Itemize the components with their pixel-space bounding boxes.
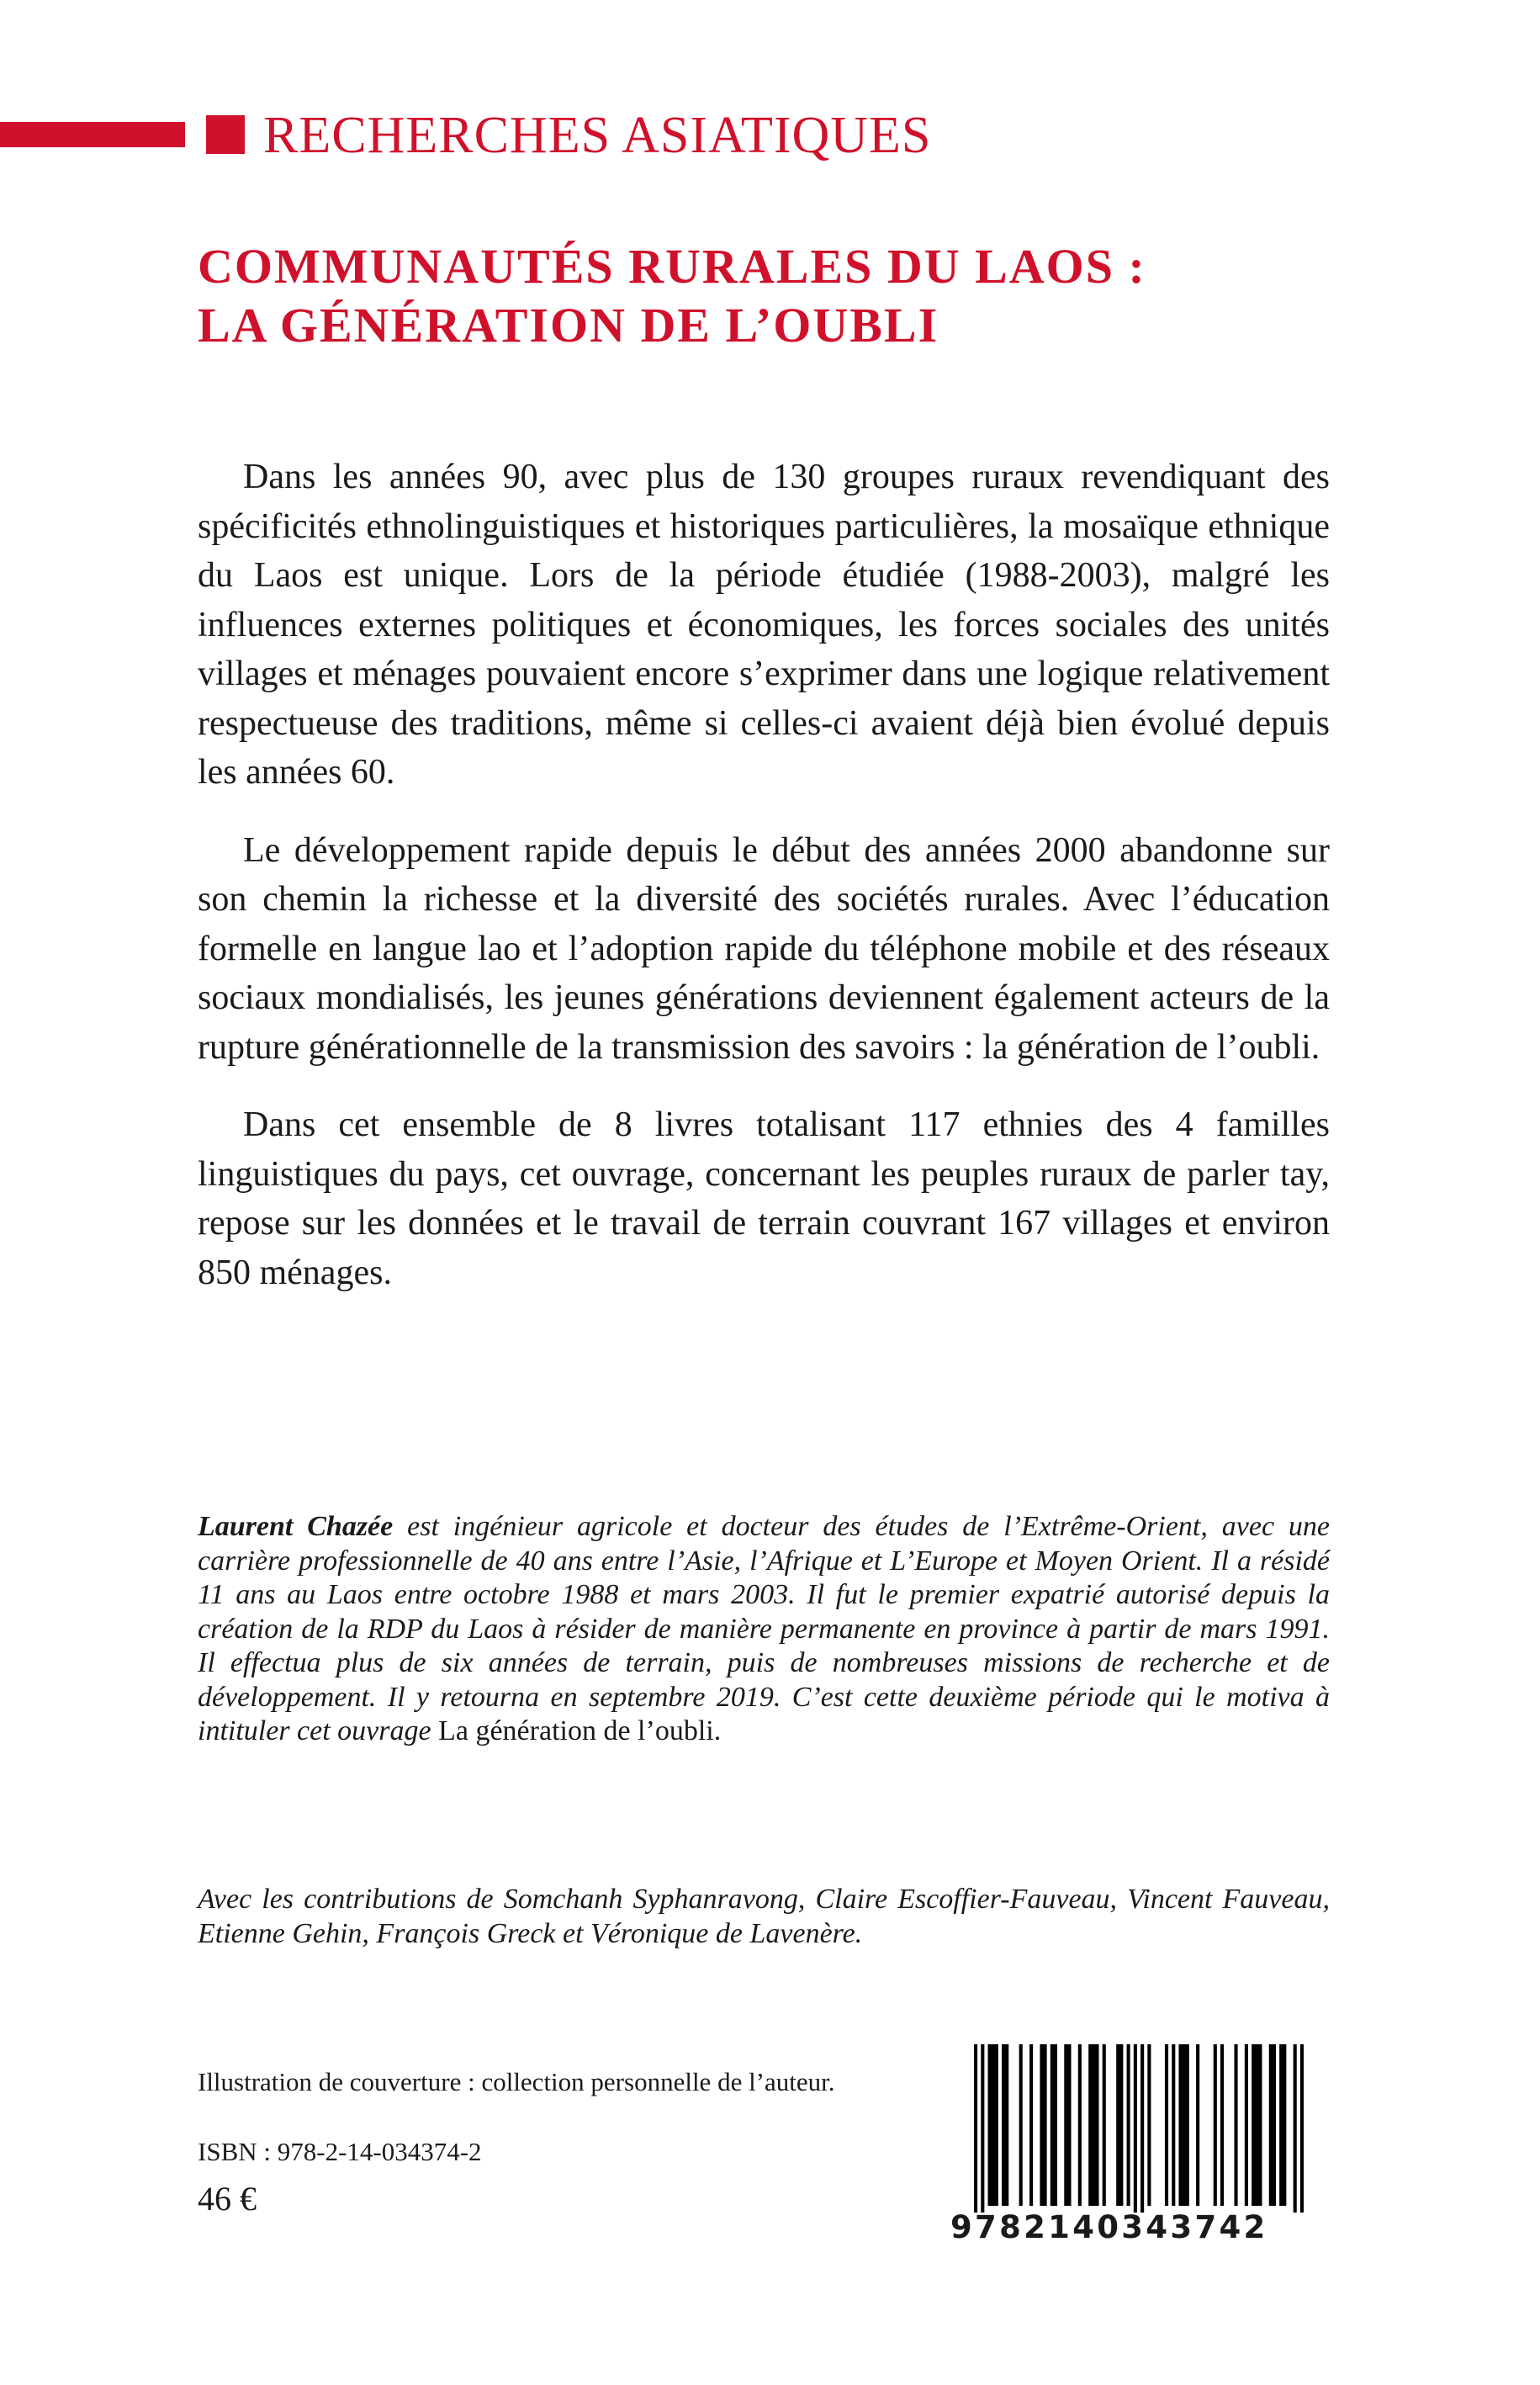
barcode-bar	[1178, 2044, 1188, 2206]
barcode-bar	[1245, 2044, 1248, 2206]
author-bio-text: est ingénieur agricole et docteur des études de l’Extrême-Orient, avec une carrière professionnelle de 40 ans entre l’Asie, l’Afrique et L’Europe et Moyen Orient. Il a résidé 11 ans au Laos entre octobre 1988 et mars 2003. Il fut le premier expatrié autorisé depuis la création de la RDP du Laos à résider de manière permanente en province à partir de mars 1991. Il effectua plus de six années de terrain, puis de nombreuses missions de recherche et de développement. Il y retourna en septembre 2019. C’est cette deuxième période qui le motiva à intituler cet ouvrage	[198, 1511, 1331, 1746]
barcode-bar	[974, 2044, 977, 2213]
barcode-bar	[1029, 2044, 1033, 2206]
series-accent-bar	[0, 122, 185, 147]
barcode-bar	[1002, 2044, 1008, 2206]
barcode-bar	[1214, 2044, 1217, 2206]
bio-book-title: La génération de l’oubli.	[438, 1715, 722, 1746]
series-label: RECHERCHES ASIATIQUES	[263, 107, 932, 164]
book-title-line-2: LA GÉNÉRATION DE L’OUBLI	[198, 298, 939, 352]
author-name: Laurent Chazée	[198, 1511, 394, 1542]
barcode-bar	[1140, 2044, 1144, 2213]
barcode-bar	[1040, 2044, 1046, 2206]
cover-credit: Illustration de couverture : collection personnelle de l’auteur.	[198, 2067, 835, 2096]
barcode-bar	[1269, 2044, 1276, 2206]
blurb-paragraph-3: Dans cet ensemble de 8 livres totalisant 117 ethnies des 4 familles linguistiques du pays, cet ouvrage, concernant les peuples ruraux de parler tay, repose sur les données et le travail de terrain couvrant 167 villages et environ 850 ménages.	[198, 1105, 1330, 1292]
barcode-bar	[1294, 2044, 1297, 2213]
barcode	[950, 2044, 1304, 2253]
barcode-bar	[1103, 2044, 1106, 2206]
barcode-bar	[1127, 2044, 1130, 2206]
barcode-bar	[1279, 2044, 1286, 2206]
barcode-bar	[1147, 2044, 1151, 2206]
barcode-digits: 9782140343742	[950, 2209, 1268, 2245]
book-title	[198, 237, 1375, 355]
book-title-line-1: COMMUNAUTÉS RURALES DU LAOS :	[198, 239, 1146, 294]
barcode-bar	[1196, 2044, 1199, 2206]
barcode-bar	[1134, 2044, 1137, 2213]
series-square-icon	[206, 115, 245, 154]
barcode-bar	[981, 2044, 984, 2213]
barcode-bar	[1300, 2044, 1304, 2213]
barcode-bar	[1234, 2044, 1237, 2206]
isbn: ISBN : 978-2-14-034374-2	[198, 2137, 482, 2166]
price: 46 €	[198, 2180, 257, 2218]
barcode-bar	[1019, 2044, 1023, 2206]
barcode-bar	[988, 2044, 998, 2206]
barcode-bar	[1172, 2044, 1175, 2206]
barcode-bar	[1116, 2044, 1123, 2206]
barcode-bar	[1220, 2044, 1224, 2206]
blurb-paragraph-1: Dans les années 90, avec plus de 130 groupes ruraux revendiquant des spécificités ethnolinguistiques et historiques particulières, la mosaïque ethnique du Laos est unique. Lors de la période étudiée (1988-2003), malgré les influences externes politiques et économiques, les forces sociales des unités villages et ménages pouvaient encore s’exprimer dans une logique relativement respectueuse des traditions, même si celles-ci avaient déjà bien évolué depuis les années 60.	[198, 458, 1330, 792]
back-cover-blurb	[198, 453, 1330, 1326]
barcode-bar	[1252, 2044, 1262, 2206]
contributions: Avec les contributions de Somchanh Syphanravong, Claire Escoffier-Fauveau, Vincent Fauveau, Etienne Gehin, François Greck et Véronique de Lavenère.	[198, 1884, 1330, 1949]
author-bio	[198, 1510, 1330, 1749]
barcode-bar	[1064, 2044, 1071, 2206]
barcode-bar	[1165, 2044, 1168, 2206]
barcode-bars	[950, 2044, 1304, 2213]
barcode-bar	[1088, 2044, 1098, 2206]
barcode-bar	[1078, 2044, 1082, 2206]
blurb-paragraph-2: Le développement rapide depuis le début des années 2000 abandonne sur son chemin la richesse et la diversité des sociétés rurales. Avec l’éducation formelle en langue lao et l’adoption rapide du téléphone mobile et des réseaux sociaux mondialisés, les jeunes générations deviennent également acteurs de la rupture générationnelle de la transmission des savoirs : la génération de l’oubli.	[198, 830, 1330, 1067]
barcode-bar	[1050, 2044, 1057, 2206]
